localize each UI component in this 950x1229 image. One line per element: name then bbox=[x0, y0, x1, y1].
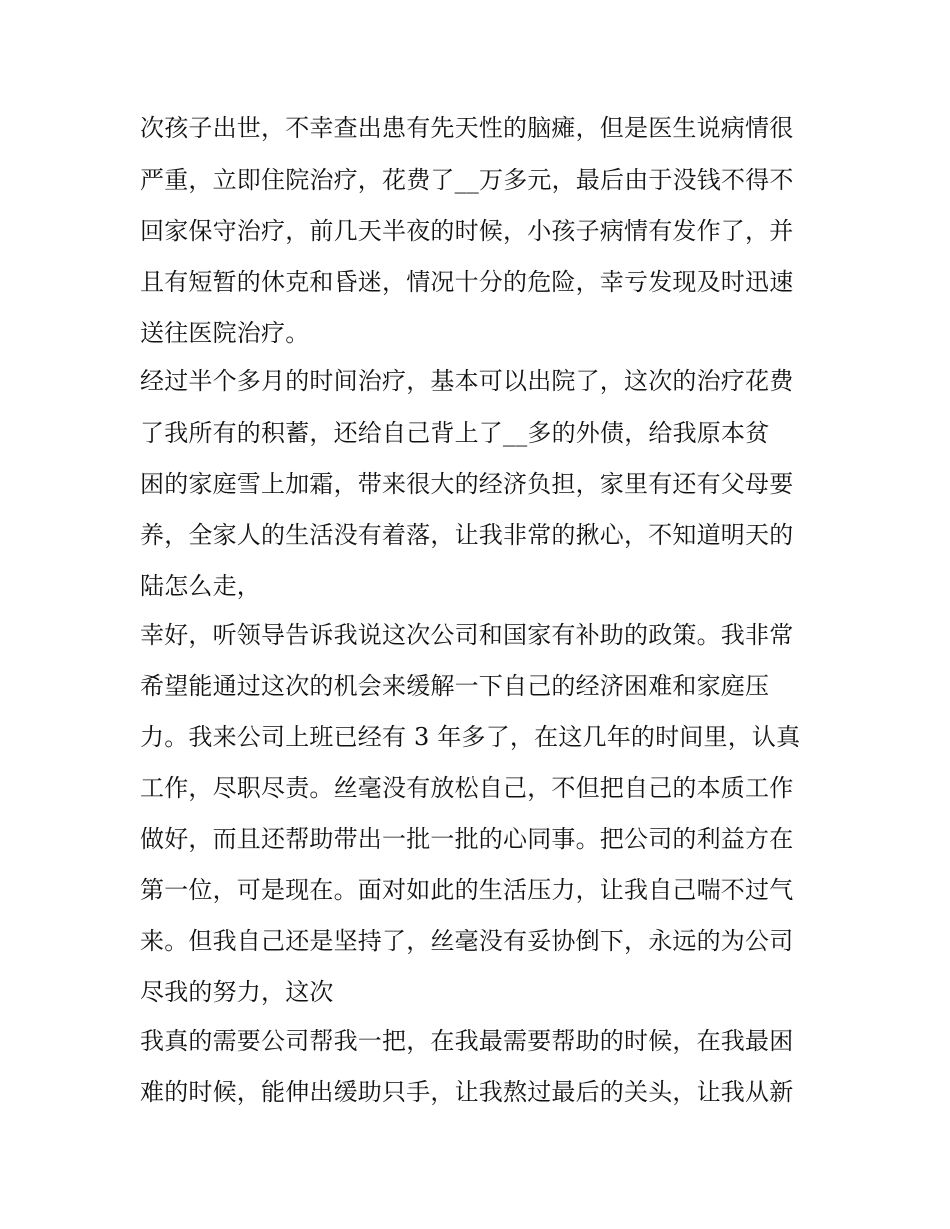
text-line: 工作，尽职尽责。丝毫没有放松自己，不但把自己的本质工作 bbox=[140, 774, 794, 802]
text-line: 来。但我自己还是坚持了，丝毫没有妥协倒下，永远的为公司 bbox=[140, 927, 794, 955]
text-line: 尽我的努力，这次 bbox=[140, 978, 334, 1006]
text-line: 幸好，听领导告诉我说这次公司和国家有补助的政策。我非常 bbox=[140, 621, 794, 649]
text-line: 难的时候，能伸出缓助只手，让我熬过最后的关头，让我从新 bbox=[140, 1078, 794, 1106]
text-line: 第一位，可是现在。面对如此的生活压力，让我自己喘不过气 bbox=[140, 876, 794, 904]
text-line: 经过半个多月的时间治疗，基本可以出院了，这次的治疗花费 bbox=[140, 367, 794, 395]
text-line: 且有短暂的休克和昏迷，情况十分的危险，幸亏发现及时迅速 bbox=[140, 268, 794, 296]
text-line: 养，全家人的生活没有着落，让我非常的揪心，不知道明天的 bbox=[140, 521, 794, 549]
text-line: 了我所有的积蓄，还给自己背上了__多的外债，给我原本贫 bbox=[140, 419, 770, 447]
text-line: 困的家庭雪上加霜，带来很大的经济负担，家里有还有父母要 bbox=[140, 470, 794, 498]
text-line: 力。我来公司上班已经有 3 年多了，在这几年的时间里，认真 bbox=[140, 723, 801, 751]
text-line: 回家保守治疗，前几天半夜的时候，小孩子病情有发作了，并 bbox=[140, 217, 794, 245]
text-line: 希望能通过这次的机会来缓解一下自己的经济困难和家庭压 bbox=[140, 672, 770, 700]
text-line: 严重，立即住院治疗，花费了__万多元，最后由于没钱不得不 bbox=[140, 166, 794, 194]
text-line: 送往医院治疗。 bbox=[140, 319, 310, 347]
text-line: 次孩子出世，不幸查出患有先天性的脑瘫，但是医生说病情很 bbox=[140, 114, 794, 142]
text-line: 做好，而且还帮助带出一批一批的心同事。把公司的利益方在 bbox=[140, 825, 794, 853]
text-line: 我真的需要公司帮我一把，在我最需要帮助的时候，在我最困 bbox=[140, 1027, 794, 1055]
text-line: 陆怎么走， bbox=[140, 572, 261, 600]
